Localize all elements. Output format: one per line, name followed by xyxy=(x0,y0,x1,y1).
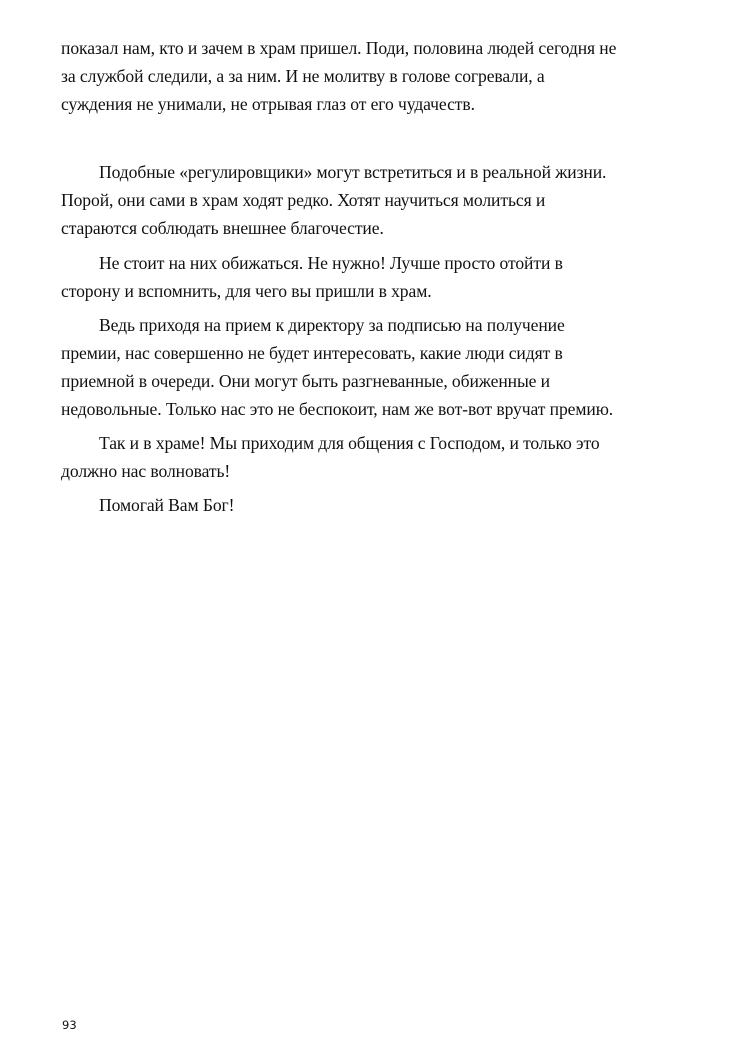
paragraph-6-line-1: Помогай Вам Бог! xyxy=(99,495,235,515)
paragraph-2-line-3: стараются соблюдать внешнее благочестие. xyxy=(61,218,384,238)
paragraph-5-line-1: Так и в храме! Мы приходим для общения с Господом, и только это xyxy=(99,433,600,453)
paragraph-3-line-2: сторону и вспомнить, для чего вы пришли в храм. xyxy=(61,281,432,301)
paragraph-1-line-1: показал нам, кто и зачем в храм пришел. Поди, половина людей сегодня не xyxy=(61,38,617,58)
paragraph-5-line-2: должно нас волновать! xyxy=(61,461,231,481)
paragraph-1-line-3: суждения не унимали, не отрывая глаз от его чудачеств. xyxy=(61,94,475,114)
paragraph-1-line-2: за службой следили, а за ним. И не молитву в голове согревали, а xyxy=(61,66,545,86)
paragraph-3-line-1: Не стоит на них обижаться. Не нужно! Лучше просто отойти в xyxy=(99,253,563,273)
paragraph-4-line-4: недовольные. Только нас это не беспокоит, нам же вот-вот вручат премию. xyxy=(61,399,614,419)
paragraph-2-line-2: Порой, они сами в храм ходят редко. Хотят научиться молиться и xyxy=(61,190,546,210)
paragraph-4-line-2: премии, нас совершенно не будет интересовать, какие люди сидят в xyxy=(61,343,563,363)
paragraph-4-line-3: приемной в очереди. Они могут быть разгневанные, обиженные и xyxy=(61,371,550,391)
page-number: 93 xyxy=(62,1018,77,1032)
paragraph-2-line-1: Подобные «регулировщики» могут встретиться и в реальной жизни. xyxy=(99,162,607,182)
paragraph-4-line-1: Ведь приходя на прием к директору за подписью на получение xyxy=(99,315,565,335)
